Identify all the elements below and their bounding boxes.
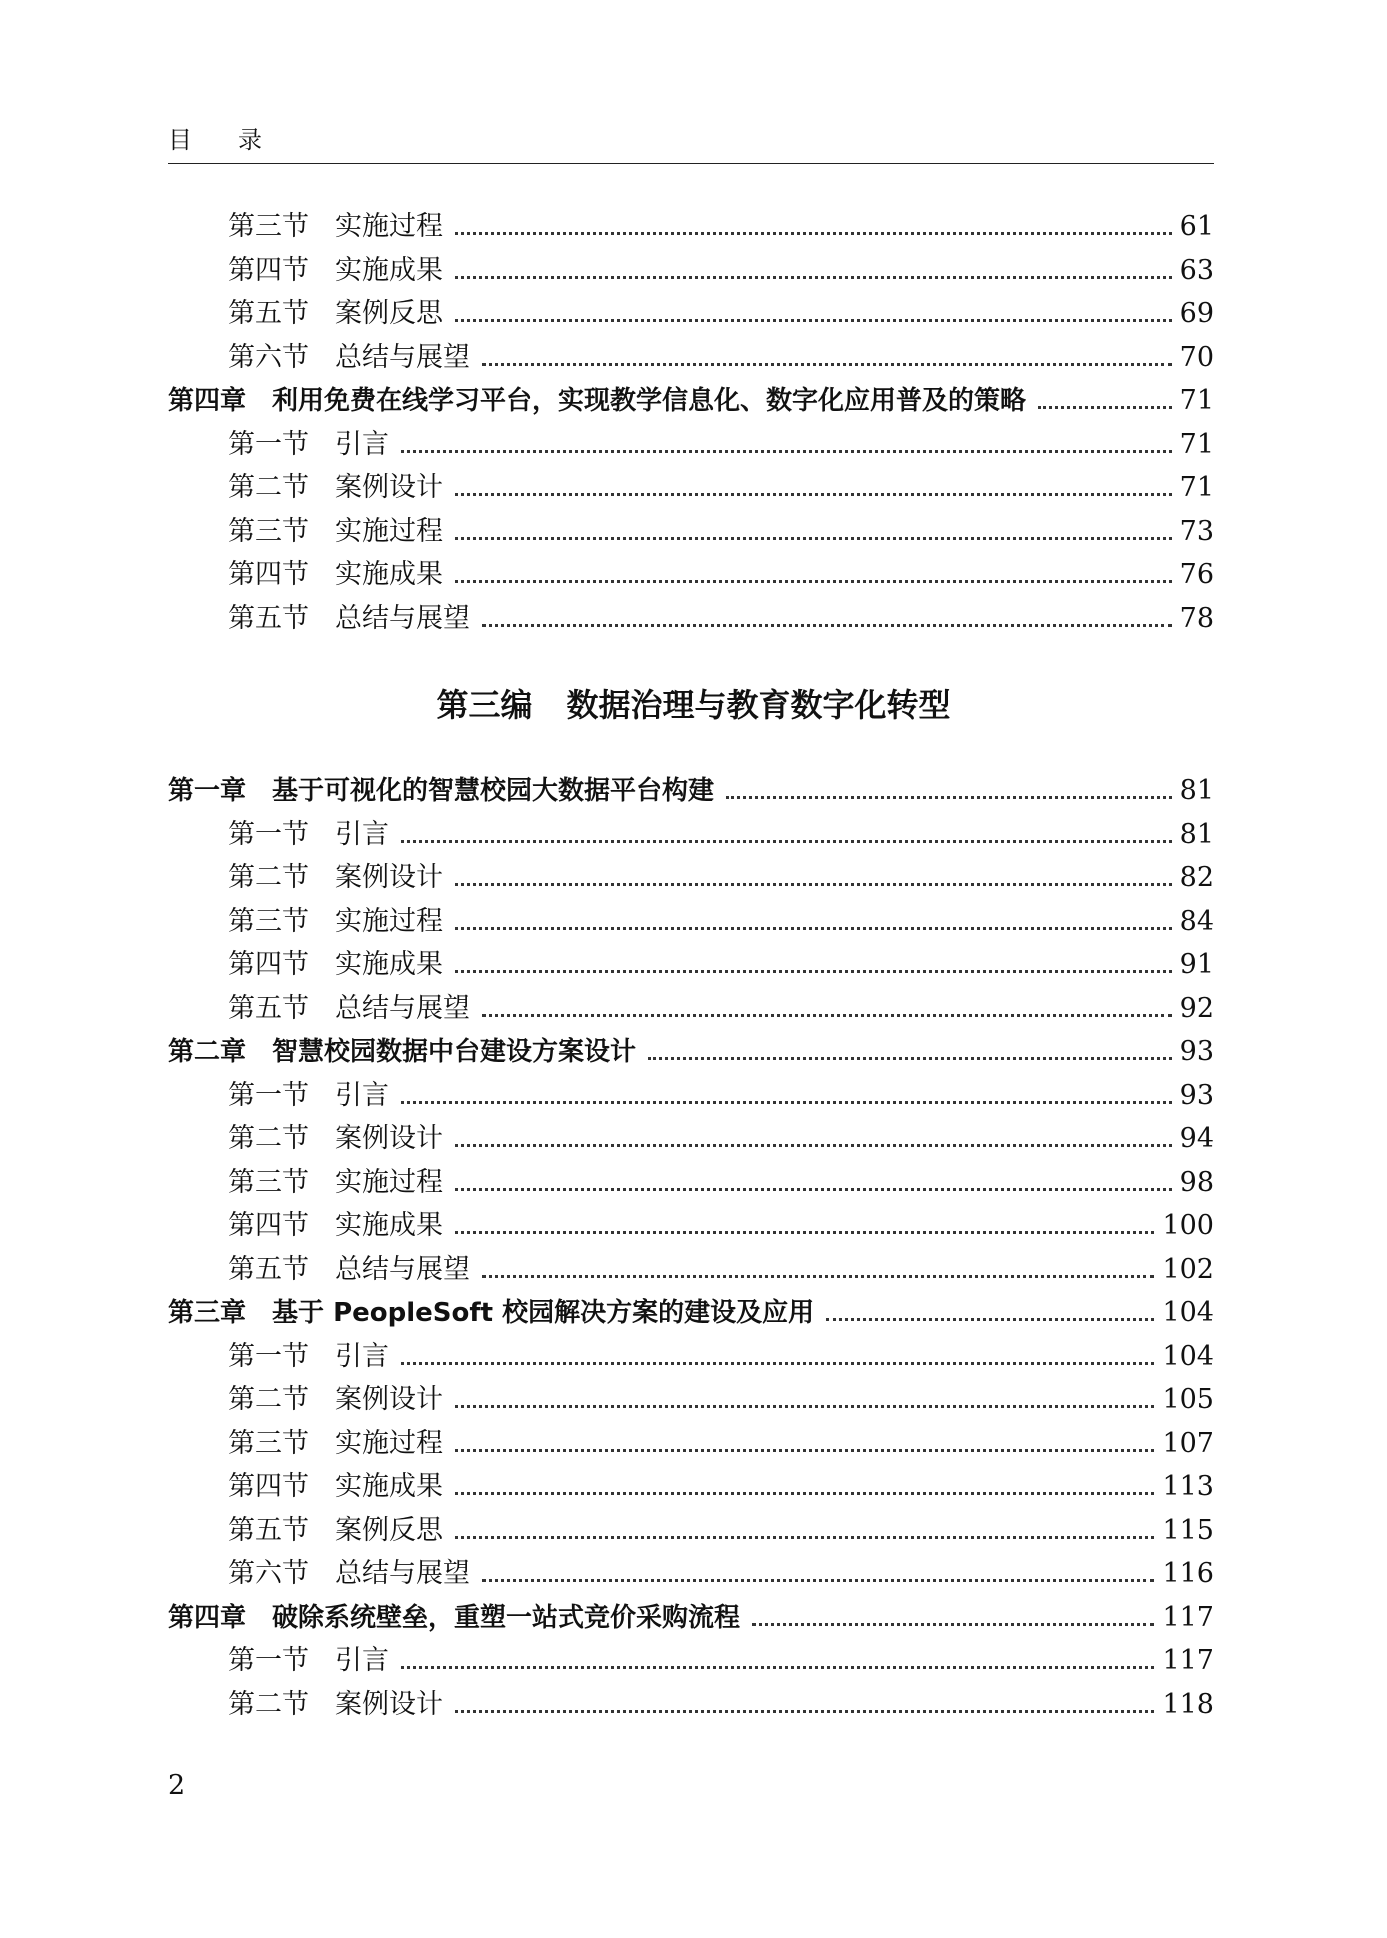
running-header-label-1: 目 [168, 126, 192, 154]
dot-leader [455, 232, 1172, 235]
toc-section-row [168, 1678, 1214, 1722]
part-name: 数据治理与教育数字化转型 [566, 686, 951, 724]
toc-entry-number: 第一节 [228, 428, 309, 460]
toc-entry-title: 案例设计 [335, 472, 443, 503]
toc-section-row [168, 808, 1214, 852]
dot-leader [455, 1144, 1172, 1147]
toc-entry-page: 104 [1162, 1340, 1214, 1372]
toc-entry-page: 116 [1162, 1558, 1214, 1589]
toc-entry-page: 118 [1162, 1688, 1214, 1720]
toc-entry-title: 案例反思 [335, 1514, 443, 1546]
dot-leader [455, 1405, 1154, 1408]
toc-entry-page: 71 [1179, 385, 1214, 416]
toc-entry-number: 第五节 [228, 1253, 309, 1285]
header-rule [168, 163, 1214, 164]
toc-entry-title: 实施过程 [335, 905, 443, 937]
toc-entry-page: 107 [1162, 1427, 1214, 1459]
dot-leader [455, 537, 1172, 540]
dot-leader [455, 1231, 1154, 1234]
toc-entry-title: 实施过程 [335, 1166, 443, 1198]
dot-leader [482, 624, 1172, 627]
toc-section-row [168, 200, 1214, 244]
toc-entry-number: 第一节 [228, 1340, 309, 1372]
toc-entry-number: 第二节 [228, 1384, 309, 1415]
toc-section-row [168, 505, 1214, 549]
toc-entry-page: 73 [1179, 515, 1214, 547]
toc-entry-title: 实施成果 [335, 1471, 443, 1502]
toc-section-row [168, 1199, 1214, 1243]
toc-entry-title: 引言 [335, 428, 389, 460]
toc-entry-number: 第二节 [228, 1688, 309, 1720]
toc-entry-title: 实施过程 [335, 515, 443, 547]
toc-section-row [168, 461, 1214, 505]
dot-leader [482, 1014, 1172, 1017]
toc-section-row [168, 287, 1214, 331]
toc-entry-title: 总结与展望 [335, 992, 470, 1024]
toc-entry-number: 第一章 [168, 776, 247, 806]
toc-entry-number: 第五节 [228, 992, 309, 1024]
toc-entry-number: 第三节 [228, 211, 309, 242]
toc-entry-page: 69 [1179, 298, 1214, 329]
toc-entry-title: 案例设计 [335, 862, 443, 893]
toc-entry-page: 93 [1179, 1079, 1214, 1111]
toc-entry-page: 117 [1162, 1601, 1214, 1633]
part-title [0, 680, 1387, 726]
toc-entry-number: 第一节 [228, 1645, 309, 1676]
toc-entry-page: 70 [1179, 341, 1214, 373]
toc-entry-title: 案例设计 [335, 1384, 443, 1415]
toc-entry-title: 实施成果 [335, 949, 443, 980]
dot-leader [455, 493, 1172, 496]
toc-section-row [168, 982, 1214, 1026]
dot-leader [455, 580, 1172, 583]
toc-chapter-row [168, 764, 1214, 808]
toc-entry-number: 第四节 [228, 949, 309, 980]
toc-entry-page: 92 [1179, 992, 1214, 1024]
toc-section-row [168, 1069, 1214, 1113]
dot-leader [455, 1188, 1172, 1191]
toc-entry-title: 基于可视化的智慧校园大数据平台构建 [272, 776, 715, 806]
toc-section-row [168, 895, 1214, 939]
toc-entry-page: 71 [1179, 472, 1214, 503]
running-header-label-2: 录 [238, 126, 262, 154]
toc-entry-page: 104 [1162, 1297, 1214, 1328]
toc-entry-title: 智慧校园数据中台建设方案设计 [272, 1037, 637, 1067]
toc-entry-page: 61 [1179, 211, 1214, 242]
toc-entry-title: 实施成果 [335, 559, 443, 590]
dot-leader [752, 1623, 1154, 1626]
toc-entry-page: 117 [1162, 1645, 1214, 1676]
toc-entry-page: 113 [1162, 1471, 1214, 1502]
toc-entry-number: 第六节 [228, 1558, 309, 1589]
toc-entry-number: 第五节 [228, 1514, 309, 1546]
dot-leader [648, 1057, 1172, 1060]
toc-entry-page: 102 [1162, 1253, 1214, 1285]
toc-entry-number: 第二节 [228, 1123, 309, 1154]
dot-leader [826, 1318, 1154, 1321]
toc-section-row [168, 1634, 1214, 1678]
toc-section-row [168, 592, 1214, 636]
part-label: 第三编 [436, 686, 533, 724]
toc-entry-number: 第四节 [228, 559, 309, 590]
toc-entry-page: 78 [1179, 602, 1214, 634]
toc-entry-number: 第四节 [228, 1210, 309, 1241]
toc-section-row [168, 1547, 1214, 1591]
toc-entry-title: 实施过程 [335, 1427, 443, 1459]
toc-section-row [168, 331, 1214, 375]
toc-section-row [168, 851, 1214, 895]
toc-entry-number: 第二章 [168, 1037, 247, 1067]
toc-entry-title: 案例设计 [335, 1123, 443, 1154]
dot-leader [455, 1449, 1154, 1452]
dot-leader [401, 1666, 1154, 1669]
toc-section-row [168, 938, 1214, 982]
toc-entry-page: 63 [1179, 254, 1214, 286]
dot-leader [482, 363, 1172, 366]
toc-entry-number: 第三章 [168, 1298, 247, 1328]
toc-entry-number: 第二节 [228, 472, 309, 503]
toc-entry-page: 115 [1162, 1514, 1214, 1546]
dot-leader [401, 1101, 1172, 1104]
toc-entry-title: 总结与展望 [335, 1253, 470, 1285]
toc-entry-title: 实施成果 [335, 254, 443, 286]
toc-entry-number: 第五节 [228, 298, 309, 329]
dot-leader [455, 1492, 1154, 1495]
toc-entry-number: 第四章 [168, 1602, 247, 1633]
toc-entry-title: 基于 PeopleSoft 校园解决方案的建设及应用 [272, 1298, 815, 1328]
toc-entry-number: 第二节 [228, 862, 309, 893]
toc-entry-page: 84 [1179, 905, 1214, 937]
toc-section-row [168, 1504, 1214, 1548]
toc-section-row [168, 1156, 1214, 1200]
dot-leader [401, 450, 1172, 453]
toc-entry-page: 105 [1162, 1384, 1214, 1415]
toc-entry-number: 第六节 [228, 341, 309, 373]
toc-section-row [168, 418, 1214, 462]
toc-entry-title: 案例设计 [335, 1688, 443, 1720]
page-number: 2 [168, 1770, 186, 1801]
dot-leader [401, 1362, 1154, 1365]
dot-leader [455, 1710, 1154, 1713]
toc-entry-number: 第三节 [228, 1427, 309, 1459]
toc-chapter-row [168, 1591, 1214, 1635]
toc-entry-page: 76 [1179, 559, 1214, 590]
toc-entry-title: 引言 [335, 818, 389, 850]
dot-leader [455, 319, 1172, 322]
toc-section-row [168, 1112, 1214, 1156]
dot-leader [482, 1579, 1154, 1582]
toc-entry-page: 82 [1179, 862, 1214, 893]
toc-chapter-row [168, 1025, 1214, 1069]
toc-entry-number: 第一节 [228, 1079, 309, 1111]
toc-chapter-row [168, 1286, 1214, 1330]
dot-leader [482, 1275, 1154, 1278]
dot-leader [455, 276, 1172, 279]
toc-section-row [168, 548, 1214, 592]
toc-section-row [168, 1460, 1214, 1504]
dot-leader [1038, 406, 1172, 409]
toc-entry-page: 81 [1179, 775, 1214, 806]
toc-entry-title: 总结与展望 [335, 602, 470, 634]
toc-entry-title: 引言 [335, 1340, 389, 1372]
toc-entry-title: 总结与展望 [335, 341, 470, 373]
toc-entry-number: 第三节 [228, 1166, 309, 1198]
toc-entry-title: 利用免费在线学习平台，实现教学信息化、数字化应用普及的策略 [272, 386, 1027, 416]
toc-section-row [168, 1373, 1214, 1417]
dot-leader [455, 927, 1172, 930]
dot-leader [726, 796, 1172, 799]
toc-section-row [168, 1243, 1214, 1287]
toc-entry-number: 第四节 [228, 254, 309, 286]
running-header [168, 120, 262, 155]
toc-entry-page: 81 [1179, 818, 1214, 850]
toc-entry-page: 71 [1179, 428, 1214, 460]
dot-leader [401, 840, 1172, 843]
toc-entry-number: 第四节 [228, 1471, 309, 1502]
toc-section-row [168, 244, 1214, 288]
toc-entry-number: 第五节 [228, 602, 309, 634]
toc-entry-page: 94 [1179, 1123, 1214, 1154]
toc-entry-page: 100 [1162, 1210, 1214, 1241]
toc-entry-title: 总结与展望 [335, 1558, 470, 1589]
toc-chapter-row [168, 374, 1214, 418]
toc-section-row [168, 1330, 1214, 1374]
toc-entry-number: 第三节 [228, 515, 309, 547]
toc-entry-title: 实施过程 [335, 211, 443, 242]
toc-entry-page: 98 [1179, 1166, 1214, 1198]
dot-leader [455, 883, 1172, 886]
toc-section-row [168, 1417, 1214, 1461]
toc-entry-title: 破除系统壁垒，重塑一站式竞价采购流程 [272, 1602, 741, 1633]
dot-leader [455, 1536, 1154, 1539]
toc-entry-page: 91 [1179, 949, 1214, 980]
toc-entry-title: 引言 [335, 1079, 389, 1111]
toc-entry-number: 第一节 [228, 818, 309, 850]
toc-entry-title: 引言 [335, 1645, 389, 1676]
toc-entry-title: 案例反思 [335, 298, 443, 329]
toc-entry-number: 第四章 [168, 386, 247, 416]
toc-entry-title: 实施成果 [335, 1210, 443, 1241]
toc-entry-number: 第三节 [228, 905, 309, 937]
dot-leader [455, 970, 1172, 973]
toc-entry-page: 93 [1179, 1036, 1214, 1067]
